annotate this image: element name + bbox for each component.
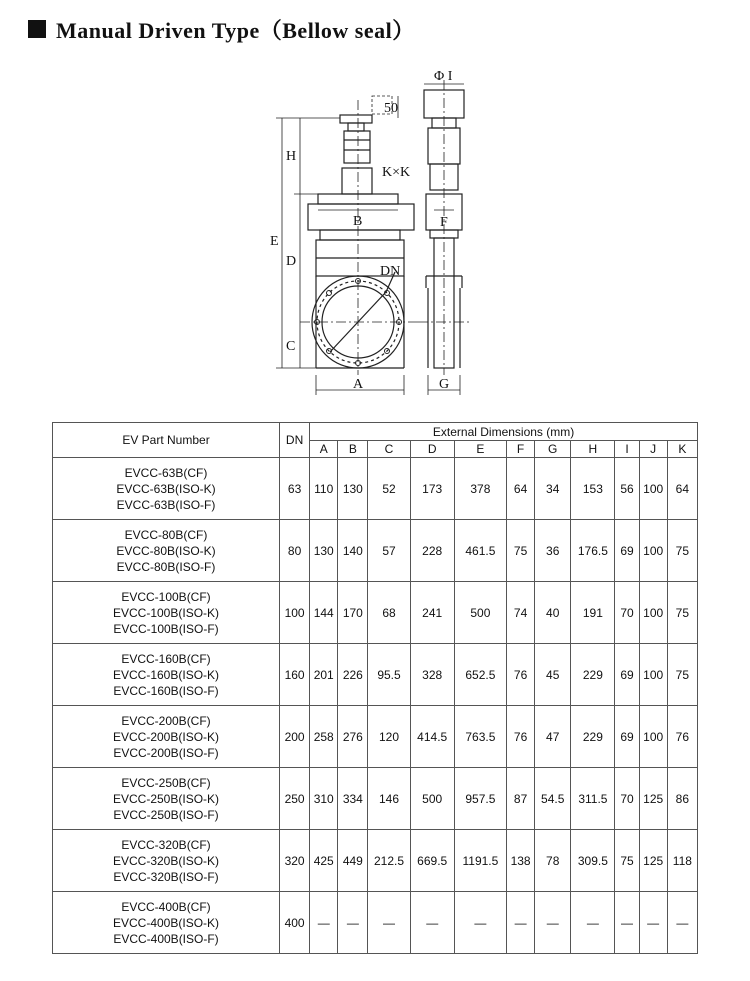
table-row [53, 830, 698, 892]
dimension-cell-e: — [454, 892, 506, 954]
dimension-cell-g: 47 [535, 706, 571, 768]
dimension-cell-i: — [615, 892, 639, 954]
table-row [53, 892, 698, 954]
part-number: EVCC-100B(ISO-K) [113, 605, 220, 620]
dn-cell: 400 [280, 892, 310, 954]
column-header-k: K [667, 441, 697, 458]
dimension-cell-i: 69 [615, 520, 639, 582]
dimension-cell-c: 212.5 [368, 830, 410, 892]
dimension-cell-i: 56 [615, 458, 639, 520]
part-number: EVCC-100B(CF) [121, 589, 211, 604]
dim-label-a: A [353, 377, 364, 392]
dimension-cell-i: 70 [615, 768, 639, 830]
dimension-cell-j: 100 [639, 458, 667, 520]
column-header-e: E [454, 441, 506, 458]
dimension-cell-e: 763.5 [454, 706, 506, 768]
dimension-cell-j: 100 [639, 520, 667, 582]
dimension-cell-c: 68 [368, 582, 410, 644]
table-row [53, 582, 698, 644]
title-square-icon [28, 20, 46, 38]
part-number-cell [53, 892, 280, 954]
dimension-cell-k: 118 [667, 830, 697, 892]
dimension-cell-b: 226 [338, 644, 368, 706]
valve-drawing-svg [0, 60, 750, 405]
part-number: EVCC-160B(CF) [121, 651, 211, 666]
dimension-cell-h: 229 [571, 706, 615, 768]
technical-drawing [0, 60, 750, 405]
part-number: EVCC-160B(ISO-K) [113, 667, 220, 682]
part-number-cell [53, 706, 280, 768]
part-number-cell [53, 458, 280, 520]
dimension-cell-i: 75 [615, 830, 639, 892]
column-header-h: H [571, 441, 615, 458]
part-number-cell [53, 582, 280, 644]
part-number: EVCC-80B(ISO-K) [116, 543, 216, 558]
dn-cell: 63 [280, 458, 310, 520]
column-header-a: A [310, 441, 338, 458]
dimension-cell-a: 110 [310, 458, 338, 520]
dimension-cell-k: 86 [667, 768, 697, 830]
dimension-cell-i: 70 [615, 582, 639, 644]
dimension-cell-h: 191 [571, 582, 615, 644]
part-number: EVCC-200B(ISO-K) [113, 729, 220, 744]
table-row [53, 768, 698, 830]
dimension-cell-j: 125 [639, 768, 667, 830]
part-number: EVCC-80B(CF) [124, 527, 208, 542]
dimension-cell-c: 120 [368, 706, 410, 768]
handwheel-hub [348, 123, 364, 131]
part-number: EVCC-320B(ISO-F) [113, 869, 219, 884]
dimension-cell-h: 309.5 [571, 830, 615, 892]
dim-label-phi-i: Φ I [434, 69, 453, 84]
dimension-cell-d: 173 [410, 458, 454, 520]
dimension-cell-a: 130 [310, 520, 338, 582]
column-header-g: G [535, 441, 571, 458]
dimension-cell-c: 95.5 [368, 644, 410, 706]
dimension-cell-e: 652.5 [454, 644, 506, 706]
dim-label-dn: DN [380, 264, 401, 279]
header-part-number: EV Part Number [53, 423, 280, 458]
dimension-cell-c: 52 [368, 458, 410, 520]
dimension-cell-e: 1191.5 [454, 830, 506, 892]
handwheel-top [340, 115, 372, 123]
dimension-cell-f: — [507, 892, 535, 954]
dimension-cell-k: 75 [667, 644, 697, 706]
dn-cell: 200 [280, 706, 310, 768]
dimension-cell-d: 328 [410, 644, 454, 706]
dimension-cell-a: 310 [310, 768, 338, 830]
table-row [53, 644, 698, 706]
header-dn: DN [280, 423, 310, 458]
dimension-cell-d: 414.5 [410, 706, 454, 768]
dn-cell: 80 [280, 520, 310, 582]
dimension-cell-e: 461.5 [454, 520, 506, 582]
square-drive [342, 168, 372, 194]
dimension-cell-b: 276 [338, 706, 368, 768]
page-title-bar [28, 14, 415, 44]
dimension-cell-g: 34 [535, 458, 571, 520]
dim-label-c: C [286, 339, 296, 354]
dimension-cell-b: — [338, 892, 368, 954]
part-number: EVCC-200B(ISO-F) [113, 745, 219, 760]
part-number: EVCC-400B(ISO-K) [113, 915, 220, 930]
dimension-cell-f: 75 [507, 520, 535, 582]
dimension-cell-d: — [410, 892, 454, 954]
dimension-cell-j: 100 [639, 706, 667, 768]
part-number: EVCC-80B(ISO-F) [116, 559, 216, 574]
dimension-cell-a: — [310, 892, 338, 954]
dimension-cell-c: 57 [368, 520, 410, 582]
part-number: EVCC-100B(ISO-F) [113, 621, 219, 636]
dimension-cell-g: — [535, 892, 571, 954]
column-header-b: B [338, 441, 368, 458]
dimension-cell-g: 36 [535, 520, 571, 582]
dimension-cell-f: 64 [507, 458, 535, 520]
dimension-cell-f: 76 [507, 644, 535, 706]
dimension-cell-e: 378 [454, 458, 506, 520]
dimension-cell-g: 40 [535, 582, 571, 644]
dimension-cell-j: — [639, 892, 667, 954]
column-header-f: F [507, 441, 535, 458]
column-header-c: C [368, 441, 410, 458]
dimension-cell-k: 64 [667, 458, 697, 520]
dimension-cell-g: 45 [535, 644, 571, 706]
dimension-cell-c: — [368, 892, 410, 954]
dimension-cell-d: 241 [410, 582, 454, 644]
dimension-cell-b: 449 [338, 830, 368, 892]
dimension-cell-j: 125 [639, 830, 667, 892]
dim-label-e: E [270, 234, 279, 249]
part-number: EVCC-320B(ISO-K) [113, 853, 220, 868]
part-number-cell [53, 768, 280, 830]
dimension-cell-a: 258 [310, 706, 338, 768]
dimension-cell-e: 500 [454, 582, 506, 644]
dimension-cell-g: 78 [535, 830, 571, 892]
dimension-cell-b: 170 [338, 582, 368, 644]
dimension-cell-j: 100 [639, 644, 667, 706]
part-number-cell [53, 830, 280, 892]
dim-label-g: G [439, 377, 450, 392]
dimension-cell-k: — [667, 892, 697, 954]
part-number: EVCC-200B(CF) [121, 713, 211, 728]
dn-cell: 320 [280, 830, 310, 892]
dimension-cell-f: 138 [507, 830, 535, 892]
dn-cell: 250 [280, 768, 310, 830]
dim-label-f: F [440, 215, 448, 230]
dn-cell: 160 [280, 644, 310, 706]
dimension-cell-b: 334 [338, 768, 368, 830]
dimension-table [52, 422, 698, 954]
part-number: EVCC-320B(CF) [121, 837, 211, 852]
part-number: EVCC-400B(CF) [121, 899, 211, 914]
dimension-cell-h: 311.5 [571, 768, 615, 830]
dimension-cell-k: 75 [667, 520, 697, 582]
dimension-cell-k: 76 [667, 706, 697, 768]
dimension-cell-i: 69 [615, 706, 639, 768]
stem-housing [344, 131, 370, 163]
dimension-cell-a: 144 [310, 582, 338, 644]
column-header-j: J [639, 441, 667, 458]
dim-label-d: D [286, 254, 297, 269]
table-row [53, 458, 698, 520]
page-title: Manual Driven Type（Bellow seal） [56, 17, 415, 43]
dimension-cell-h: 153 [571, 458, 615, 520]
dimension-cell-b: 130 [338, 458, 368, 520]
dimension-cell-d: 669.5 [410, 830, 454, 892]
part-number: EVCC-250B(ISO-F) [113, 807, 219, 822]
dim-label-h: H [286, 149, 297, 164]
dim-label-b: B [353, 214, 363, 229]
column-header-i: I [615, 441, 639, 458]
dimension-cell-d: 228 [410, 520, 454, 582]
dimension-cell-f: 87 [507, 768, 535, 830]
dimension-cell-h: — [571, 892, 615, 954]
part-number: EVCC-250B(ISO-K) [113, 791, 220, 806]
table-body [53, 458, 698, 954]
part-number: EVCC-63B(ISO-F) [116, 497, 216, 512]
dimension-cell-j: 100 [639, 582, 667, 644]
dimension-cell-i: 69 [615, 644, 639, 706]
dimension-cell-d: 500 [410, 768, 454, 830]
dn-cell: 100 [280, 582, 310, 644]
part-number: EVCC-160B(ISO-F) [113, 683, 219, 698]
dimension-cell-c: 146 [368, 768, 410, 830]
table-row [53, 706, 698, 768]
column-header-d: D [410, 441, 454, 458]
dimension-cell-a: 425 [310, 830, 338, 892]
dim-label-50: 50 [384, 101, 398, 116]
part-number-cell [53, 644, 280, 706]
part-number: EVCC-63B(ISO-K) [116, 481, 216, 496]
part-number: EVCC-63B(CF) [124, 465, 208, 480]
part-number: EVCC-400B(ISO-F) [113, 931, 219, 946]
header-external-dimensions: External Dimensions (mm) [310, 423, 698, 441]
dimension-cell-f: 76 [507, 706, 535, 768]
dim-label-kxk: K×K [382, 165, 411, 180]
dimension-cell-a: 201 [310, 644, 338, 706]
dimension-cell-b: 140 [338, 520, 368, 582]
part-number-cell [53, 520, 280, 582]
dimension-cell-h: 229 [571, 644, 615, 706]
part-number: EVCC-250B(CF) [121, 775, 211, 790]
dimension-cell-e: 957.5 [454, 768, 506, 830]
dimension-cell-k: 75 [667, 582, 697, 644]
dimension-cell-h: 176.5 [571, 520, 615, 582]
dimension-cell-f: 74 [507, 582, 535, 644]
table-row [53, 520, 698, 582]
dimension-cell-g: 54.5 [535, 768, 571, 830]
